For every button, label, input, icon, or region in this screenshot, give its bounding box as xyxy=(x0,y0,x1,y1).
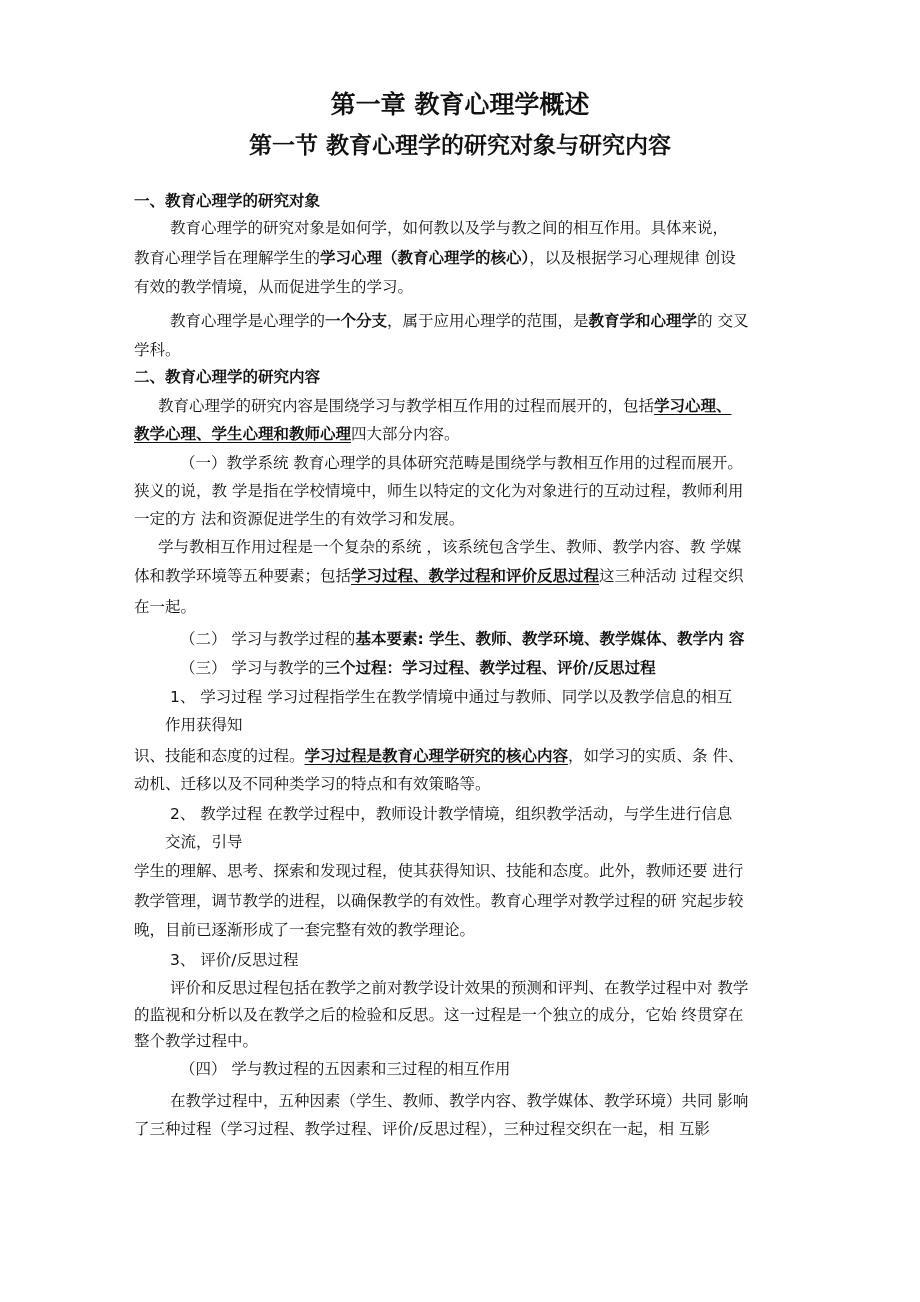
heading-research-content: 二、教育心理学的研究内容 xyxy=(134,368,321,386)
text-run: ，属于应用心理学的范围，是 xyxy=(387,312,589,330)
section-title: 第一节 教育心理学的研究对象与研究内容 xyxy=(248,133,671,159)
emphasis-text: 教学心理、学生心理和教师心理 xyxy=(134,425,352,443)
paragraph-line: 有效的教学情境，从而促进学生的学习。 xyxy=(134,278,414,296)
paragraph-line: 狭义的说，教 学是指在学校情境中，师生以特定的文化为对象进行的互动过程，教师利用 xyxy=(134,482,744,500)
text-run: ，如学习的实质、条 件、 xyxy=(568,747,744,765)
text-run: 教育心理学是心理学的 xyxy=(170,312,326,330)
text-run: 教育心理学的研究内容是围绕学习与教学相互作用的过程而展开的，包括 xyxy=(158,397,655,415)
chapter-title: 第一章 教育心理学概述 xyxy=(330,90,590,119)
text-run: （三） 学习与教学的 xyxy=(180,659,325,677)
text-run: 体和教学环境等五种要素；包括 xyxy=(134,567,352,585)
text-run: 四大部分内容。 xyxy=(351,425,460,443)
paragraph-line: 2、 教学过程 在教学过程中，教师设计教学情境，组织教学活动，与学生进行信息 xyxy=(170,805,733,823)
emphasis-text: 教育学和心理学 xyxy=(588,312,698,330)
paragraph-line: 学生的理解、思考、探索和发现过程，使其获得知识、技能和态度。此外，教师还要 进行 xyxy=(134,862,744,880)
paragraph-line: 在教学过程中，五种因素（学生、教师、教学内容、教学媒体、教学环境）共同 影响 xyxy=(170,1092,749,1110)
paragraph-line xyxy=(134,424,460,444)
heading-research-object: 一、教育心理学的研究对象 xyxy=(134,192,321,210)
paragraph-line: （一）教学系统 教育心理学的具体研究范畴是围绕学与教相互作用的过程而展开。 xyxy=(180,454,743,472)
paragraph-line: 教育心理学的研究对象是如何学，如何教以及学与教之间的相互作用。具体来说， xyxy=(170,219,729,237)
paragraph-line: （四） 学与教过程的五因素和三过程的相互作用 xyxy=(180,1060,511,1078)
paragraph-line: 动机、迁移以及不同种类学习的特点和有效策略等。 xyxy=(134,775,491,793)
emphasis-text: 学习过程是教育心理学研究的核心内容 xyxy=(304,747,569,765)
paragraph-line: 晚，目前已逐渐形成了一套完整有效的教学理论。 xyxy=(134,921,476,939)
text-run: 的 交叉 xyxy=(697,312,749,330)
paragraph-line xyxy=(180,629,744,649)
paragraph-line: 学科。 xyxy=(134,341,181,359)
emphasis-text: 学习心理、 xyxy=(654,397,732,415)
text-run: 这三种活动 过程交织 xyxy=(599,567,744,585)
paragraph-line xyxy=(134,248,736,268)
paragraph-line: 整个教学过程中。 xyxy=(134,1032,259,1050)
paragraph-line xyxy=(170,311,749,331)
paragraph-line: 3、 评价/反思过程 xyxy=(170,951,299,969)
paragraph-line xyxy=(134,746,743,766)
emphasis-text: 基本要素: 学生、教师、教学环境、教学媒体、教学内 容 xyxy=(355,630,745,648)
emphasis-text: 学习心理（教育心理学的核心） xyxy=(320,249,530,267)
paragraph-line: 作用获得知 xyxy=(165,716,243,734)
emphasis-text: 三个过程：学习过程、教学过程、评价/反思过程 xyxy=(324,659,656,677)
paragraph-line: 交流，引导 xyxy=(165,833,243,851)
text-run: （二） 学习与教学过程的 xyxy=(180,630,356,648)
paragraph-line: 1、 学习过程 学习过程指学生在教学情境中通过与教师、同学以及教学信息的相互 xyxy=(170,688,733,706)
text-run: 识、技能和态度的过程。 xyxy=(134,747,305,765)
paragraph-line: 的监视和分析以及在教学之后的检验和反思。这一过程是一个独立的成分，它始 终贯穿在 xyxy=(134,1006,744,1024)
paragraph-line: 学与教相互作用过程是一个复杂的系统 ，该系统包含学生、教师、教学内容、教 学媒 xyxy=(158,538,742,556)
paragraph-line: 评价和反思过程包括在教学之前对教学设计效果的预测和评判、在教学过程中对 教学 xyxy=(170,979,749,997)
paragraph-line xyxy=(180,658,656,678)
text-run: ，以及根据学习心理规律 创设 xyxy=(529,249,736,267)
emphasis-text: 学习过程、教学过程和评价反思过程 xyxy=(351,567,600,585)
text-run: 教育心理学旨在理解学生的 xyxy=(134,249,321,267)
paragraph-line: 教学管理，调节教学的进程，以确保教学的有效性。教育心理学对教学过程的研 究起步较 xyxy=(134,892,744,910)
paragraph-line xyxy=(134,566,743,586)
paragraph-line: 了三种过程（学习过程、教学过程、评价/反思过程），三种过程交织在一起，相 互影 xyxy=(134,1120,710,1138)
paragraph-line: 在一起。 xyxy=(134,598,197,616)
emphasis-text: 一个分支 xyxy=(325,312,388,330)
paragraph-line: 一定的方 法和资源促进学生的有效学习和发展。 xyxy=(134,510,465,528)
paragraph-line xyxy=(158,396,732,416)
